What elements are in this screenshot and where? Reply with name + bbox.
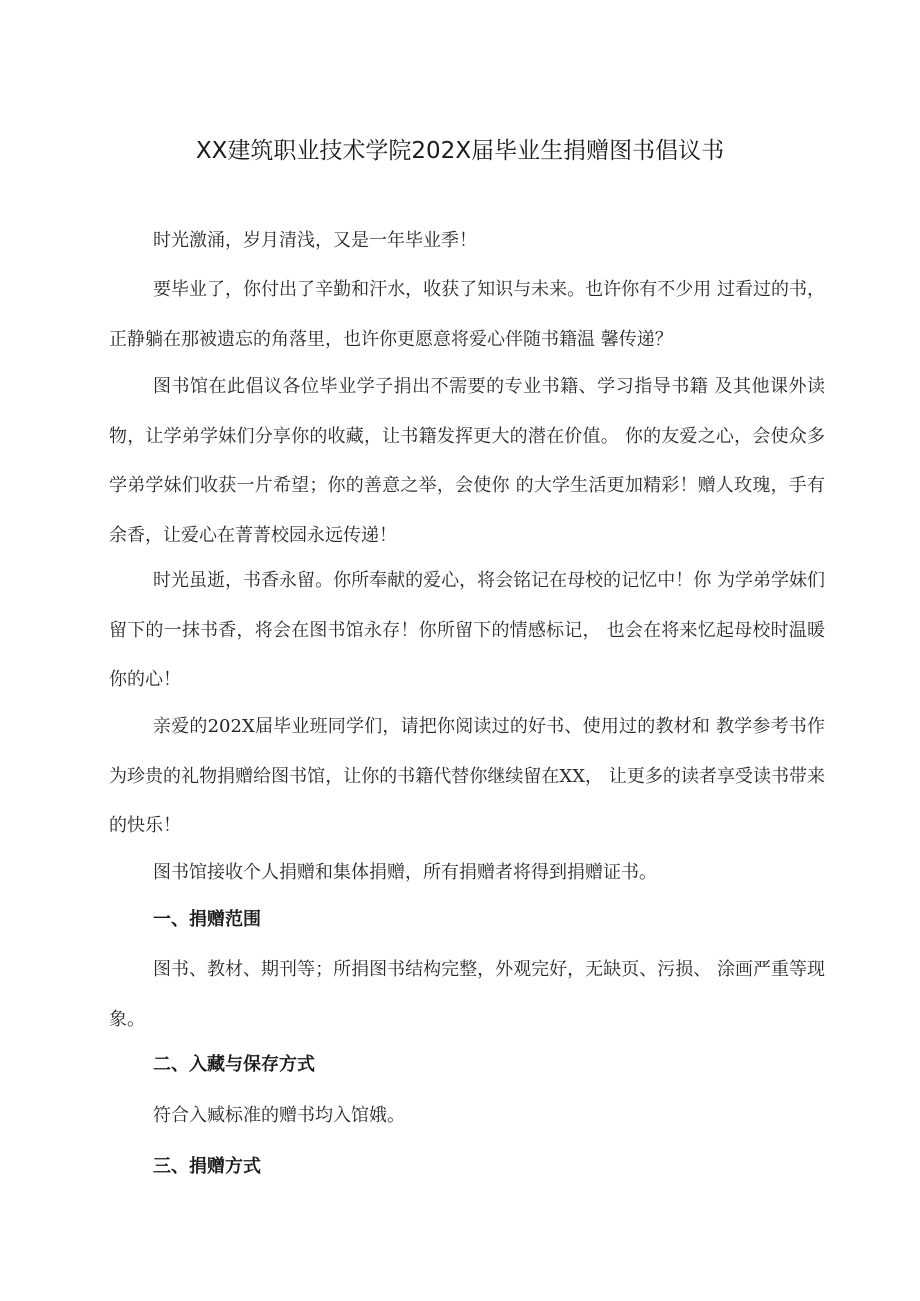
paragraph-appeal: 亲爱的202X届毕业班同学们，请把你阅读过的好书、使用过的教材和 教学参考书作为珍贵的礼物捐赠给图书馆，让你的书籍代替你继续留在XX， 让更多的读者享受读书带来的快乐！ (109, 716, 825, 836)
paragraph-intro: 时光激涌，岁月清浅，又是一年毕业季！ (153, 230, 477, 251)
paragraph-initiative: 图书馆在此倡议各位毕业学子捐出不需要的专业书籍、学习指导书籍 及其他课外读物，让学弟学妹们分享你的收藏，让书籍发挥更大的潜在价值。 你的友爱之心，会使众多学弟学妹们收获一片希望；你的善意之举，会使你 的大学生活更加精彩！赠人玫瑰，手有余香，让爱心在菁菁校园永远传递！ (109, 376, 825, 546)
paragraph-memory: 时光虽逝，书香永留。你所奉献的爱心，将会铭记在母校的记忆中！你 为学弟学妹们留下的一抹书香，将会在图书馆永存！你所留下的情感标记， 也会在将来忆起母校时温暖你的心！ (109, 570, 825, 690)
paragraph-scope: 图书、教材、期刊等；所捐图书结构完整，外观完好，无缺页、污损、 涂画严重等现象。 (109, 959, 825, 1030)
page-title: XX建筑职业技术学院202X届毕业生捐赠图书倡议书 (195, 138, 725, 164)
paragraph-graduation: 要毕业了，你付出了辛勤和汗水，收获了知识与未来。也许你有不少用 过看过的书，正静躺在那被遗忘的角落里，也许你更愿意将爱心伴随书籍温 馨传递？ (109, 279, 825, 350)
paragraph-certificate: 图书馆接收个人捐赠和集体捐赠，所有捐赠者将得到捐赠证书。 (153, 862, 657, 883)
section-heading-method: 三、捐赠方式 (153, 1156, 261, 1177)
section-heading-storage: 二、入藏与保存方式 (153, 1054, 315, 1075)
section-heading-scope: 一、捐赠范围 (153, 909, 261, 930)
paragraph-storage: 符合入臧标准的赠书均入馆娥。 (153, 1105, 405, 1126)
